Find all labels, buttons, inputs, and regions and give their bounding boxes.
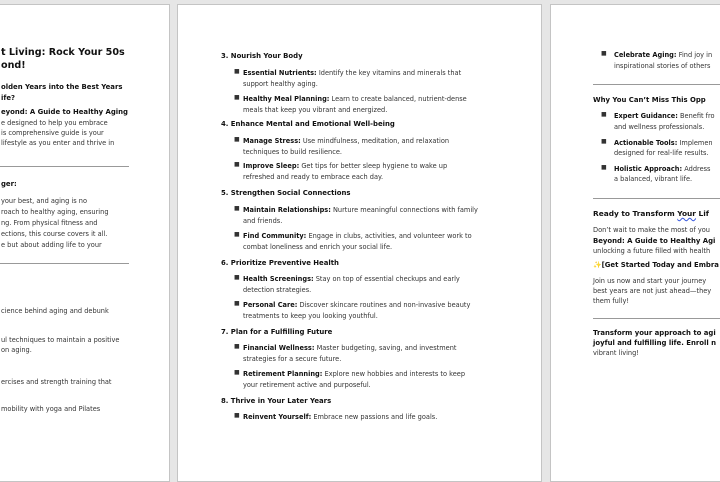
divider xyxy=(593,198,720,199)
list-item: cience behind aging and debunk xyxy=(1,307,109,315)
item-title: Health Screenings: xyxy=(243,275,314,283)
list-item xyxy=(243,274,460,284)
para-line: Join us now and start your journey xyxy=(593,277,707,285)
para-line: e but about adding life to your xyxy=(1,241,102,249)
item-title: Find Community: xyxy=(243,232,307,240)
para-line: unlocking a future filled with health xyxy=(593,247,711,255)
list-item-line: treatments to keep you looking youthful. xyxy=(243,311,378,320)
bullet-icon: ■ xyxy=(601,111,607,118)
item-title: Improve Sleep: xyxy=(243,162,300,170)
para-line: Don’t wait to make the most of you xyxy=(593,226,710,234)
closing-line: Transform your approach to agi xyxy=(593,329,716,337)
item-text: Engage in clubs, activities, and volunteer work to xyxy=(308,232,472,240)
list-item: Actionable Tools: Implemen xyxy=(614,139,713,147)
page-right xyxy=(550,4,720,482)
intro-line: is comprehensive guide is your xyxy=(1,129,104,137)
item-title: Reinvent Yourself: xyxy=(243,413,312,421)
bullet-icon: ■ xyxy=(234,343,240,350)
item-title: Manage Stress: xyxy=(243,137,301,145)
para-line: Beyond: A Guide to Healthy Agi xyxy=(593,237,716,245)
item-text: Embrace new passions and life goals. xyxy=(313,413,438,421)
section-heading: 3. Nourish Your Body xyxy=(221,52,303,60)
item-text: Master budgeting, saving, and investment xyxy=(316,344,457,352)
item-text: Learn to create balanced, nutrient-dense xyxy=(331,95,467,103)
list-item: ercises and strength training that xyxy=(1,378,112,386)
section-heading: Why You Can’t Miss This Opp xyxy=(593,96,706,104)
list-item-line: detection strategies. xyxy=(243,285,312,294)
bullet-icon: ■ xyxy=(234,274,240,281)
list-item: Holistic Approach: Address xyxy=(614,165,711,173)
section-heading: Ready to Transform Your Lif xyxy=(593,209,709,218)
bullet-icon: ■ xyxy=(601,138,607,145)
list-item-line: and friends. xyxy=(243,216,283,225)
para-line: ng. From physical fitness and xyxy=(1,219,98,227)
item-text: Use mindfulness, meditation, and relaxation xyxy=(302,137,450,145)
divider xyxy=(0,263,129,264)
list-item-line: your retirement active and purposeful. xyxy=(243,380,371,389)
doc-title: t Living: Rock Your 50s xyxy=(1,47,125,58)
closing-line: vibrant living! xyxy=(593,349,639,357)
item-title: Retirement Planning: xyxy=(243,370,323,378)
item-text: Explore new hobbies and interests to keep xyxy=(324,370,466,378)
section-heading: ger: xyxy=(1,180,17,188)
intro-line: e designed to help you embrace xyxy=(1,119,108,127)
question: ife? xyxy=(1,94,16,102)
section-heading: 4. Enhance Mental and Emotional Well-being xyxy=(221,120,395,128)
list-item xyxy=(243,369,465,379)
list-item-line: support healthy aging. xyxy=(243,79,318,88)
intro-line: lifestyle as you enter and thrive in xyxy=(1,139,115,147)
bullet-icon: ■ xyxy=(234,369,240,376)
list-item xyxy=(243,68,461,78)
bullet-icon: ■ xyxy=(601,50,607,57)
list-item xyxy=(243,136,449,146)
list-item-line: designed for real-life results. xyxy=(614,149,709,157)
divider xyxy=(593,84,720,85)
para-line: your best, and aging is no xyxy=(1,197,87,205)
list-item xyxy=(243,161,447,171)
list-item-line: meals that keep you vibrant and energized. xyxy=(243,105,388,114)
divider xyxy=(0,166,129,167)
section-heading: 7. Plan for a Fulfilling Future xyxy=(221,328,333,336)
list-item xyxy=(243,412,437,422)
section-heading: 5. Strengthen Social Connections xyxy=(221,189,351,197)
sparkle-icon: ✨ xyxy=(593,261,602,269)
cta-heading: ✨[Get Started Today and Embra xyxy=(593,261,719,269)
list-item xyxy=(243,205,478,215)
list-item: Expert Guidance: Benefit fro xyxy=(614,112,715,120)
list-item xyxy=(243,300,470,310)
list-item xyxy=(243,231,472,241)
spellcheck-word[interactable]: Your xyxy=(677,209,696,218)
item-title: Personal Care: xyxy=(243,301,298,309)
list-item-line: refreshed and ready to embrace each day. xyxy=(243,172,384,181)
doc-title: ond! xyxy=(1,60,26,71)
bullet-icon: ■ xyxy=(234,161,240,168)
question: olden Years into the Best Years xyxy=(1,83,123,91)
list-item xyxy=(243,94,467,104)
list-item xyxy=(243,343,456,353)
intro-bold: eyond: A Guide to Healthy Aging xyxy=(1,108,128,116)
list-item: on aging. xyxy=(1,346,32,354)
closing-line: joyful and fulfilling life. Enroll n xyxy=(593,339,717,347)
item-text: Identify the key vitamins and minerals that xyxy=(318,69,462,77)
item-title: Healthy Meal Planning: xyxy=(243,95,330,103)
bullet-icon: ■ xyxy=(234,300,240,307)
section-heading: 6. Prioritize Preventive Health xyxy=(221,259,339,267)
list-item: ul techniques to maintain a positive xyxy=(1,336,120,344)
item-title: Maintain Relationships: xyxy=(243,206,331,214)
list-item: Celebrate Aging: Find joy in xyxy=(614,51,713,59)
item-text: Get tips for better sleep hygiene to wake up xyxy=(301,162,448,170)
bullet-icon: ■ xyxy=(234,136,240,143)
list-item-line: combat loneliness and enrich your social life. xyxy=(243,242,393,251)
section-heading: 8. Thrive in Your Later Years xyxy=(221,397,332,405)
bullet-icon: ■ xyxy=(234,68,240,75)
bullet-icon: ■ xyxy=(234,231,240,238)
para-line: roach to healthy aging, ensuring xyxy=(1,208,109,216)
item-text: Discover skincare routines and non-invasive beauty xyxy=(299,301,471,309)
item-text: Nurture meaningful connections with family xyxy=(332,206,478,214)
page-left xyxy=(0,4,170,482)
para-line: best years are not just ahead—they xyxy=(593,287,712,295)
item-title: Essential Nutrients: xyxy=(243,69,317,77)
list-item-line: inspirational stories of others xyxy=(614,62,711,70)
list-item-line: a balanced, vibrant life. xyxy=(614,175,693,183)
bullet-icon: ■ xyxy=(234,412,240,419)
bullet-icon: ■ xyxy=(234,205,240,212)
item-title: Financial Wellness: xyxy=(243,344,315,352)
list-item-line: strategies for a secure future. xyxy=(243,354,342,363)
item-text: Stay on top of essential checkups and early xyxy=(315,275,460,283)
page-middle xyxy=(177,4,542,482)
list-item-line: techniques to build resilience. xyxy=(243,147,343,156)
list-item: mobility with yoga and Pilates xyxy=(1,405,101,413)
bullet-icon: ■ xyxy=(601,164,607,171)
para-line: ections, this course covers it all. xyxy=(1,230,108,238)
para-line: them fully! xyxy=(593,297,630,305)
list-item-line: and wellness professionals. xyxy=(614,123,705,131)
divider xyxy=(593,318,720,319)
bullet-icon: ■ xyxy=(234,94,240,101)
